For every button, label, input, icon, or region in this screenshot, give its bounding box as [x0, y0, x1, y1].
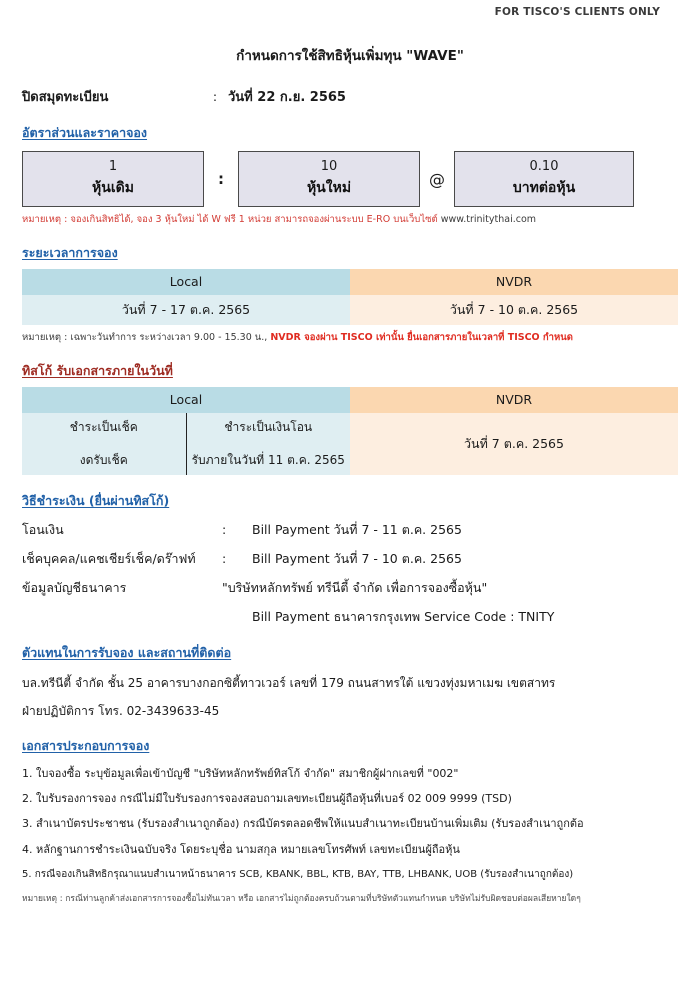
table-row	[22, 413, 678, 475]
close-book-label: ปิดสมุดทะเบียน	[22, 90, 109, 105]
document-title: กำหนดการใช้สิทธิหุ้นเพิ่มทุน "WAVE"	[236, 48, 464, 64]
local-deadline-cell	[22, 413, 350, 475]
subscription-heading-wrap	[22, 242, 678, 263]
document-deadline-table	[22, 387, 678, 475]
ratio-heading-wrap	[22, 122, 678, 143]
local-cheque-detail: งดรับเช็ค	[79, 452, 128, 467]
payment-transfer-value: Bill Payment วันที่ 7 - 11 ต.ค. 2565	[252, 521, 462, 537]
contact-department: ฝ่ายปฏิบัติการ โทร. 02-3439633-45	[22, 704, 220, 719]
trinity-website-url[interactable]: www.trinitythai.com	[440, 214, 537, 225]
payment-row-cheque	[22, 549, 678, 569]
local-transfer-group	[187, 413, 351, 475]
old-share-unit: หุ้นเดิม	[92, 180, 134, 196]
old-share-number: 1	[108, 159, 118, 174]
payment-cheque-colon: :	[222, 550, 227, 566]
required-documents-heading: เอกสารประกอบการจอง	[22, 737, 150, 753]
payment-transfer-colon: :	[222, 521, 227, 537]
local-period-value: วันที่ 7 - 17 ต.ค. 2565	[22, 295, 350, 325]
close-book-colon: :	[212, 89, 218, 104]
bill-payment-service-code: Bill Payment ธนาคารกรุงเทพ Service Code : TNITY	[252, 608, 555, 624]
price-box	[454, 151, 634, 207]
subscription-note	[22, 332, 678, 345]
new-share-box	[238, 151, 420, 207]
price-number: 0.10	[529, 159, 559, 174]
list-item: 5. กรณีจองเกินสิทธิกรุณาแนบสำเนาหน้าธนาคาร SCB, KBANK, BBL, KTB, BAY, TTB, LHBANK, UOB (รับรองสำเนาถูกต้อง)	[22, 869, 574, 880]
column-header-local: Local	[22, 387, 350, 413]
local-split-wrap	[22, 413, 350, 475]
clients-only-banner: FOR TISCO'S CLIENTS ONLY	[494, 6, 660, 18]
local-cheque-group	[22, 413, 187, 475]
list-item: 3. สำเนาบัตรประชาชน (รับรองสำเนาถูกต้อง) กรณีบัตรตลอดชีพให้แนบสำเนาทะเบียนบ้านเพิ่มเติม (รับรองสำเนาถูกต้อ	[22, 817, 584, 831]
old-share-box	[22, 151, 204, 207]
payment-cheque-value: Bill Payment วันที่ 7 - 10 ต.ค. 2565	[252, 550, 462, 566]
new-share-number: 10	[320, 159, 338, 174]
payment-heading-wrap	[22, 490, 678, 511]
ratio-heading: อัตราส่วนและราคาจอง	[22, 125, 148, 140]
payment-heading: วิธีชำระเงิน (ยื่นผ่านทิสโก้)	[22, 492, 170, 508]
close-book-row	[22, 86, 678, 107]
contact-heading-wrap	[22, 642, 678, 663]
payment-cheque-label: เช็คบุคคล/แคชเชียร์เช็ค/ดร๊าฟท์	[22, 550, 196, 566]
nvdr-deadline-value: วันที่ 7 ต.ค. 2565	[350, 413, 678, 475]
contact-address: บล.ทรีนีตี้ จำกัด ชั้น 25 อาคารบางกอกซิตี้ทาวเวอร์ เลขที่ 179 ถนนสาทรใต้ แขวงทุ่งมหาเมฆ เขตสาทร	[22, 675, 556, 690]
subscription-note-red: NVDR จองผ่าน TISCO เท่านั้น ยื่นเอกสารภายในเวลาที่ TISCO กำหนด	[270, 331, 573, 343]
table-header-row	[22, 269, 678, 295]
at-separator: @	[429, 169, 445, 189]
new-share-unit: หุ้นใหม่	[306, 180, 352, 196]
contact-heading: ตัวแทนในการรับจอง และสถานที่ติดต่อ	[22, 644, 232, 660]
column-header-nvdr: NVDR	[350, 269, 678, 295]
nvdr-period-value: วันที่ 7 - 10 ต.ค. 2565	[350, 295, 678, 325]
subscription-period-table	[22, 269, 678, 325]
ratio-note	[22, 214, 678, 227]
ratio-separator: :	[218, 170, 224, 188]
payment-row-transfer	[22, 520, 678, 540]
list-item: 1. ใบจองซื้อ ระบุข้อมูลเพื่อเข้าบัญชี "บริษัทหลักทรัพย์ทิสโก้ จำกัด" สมาชิกผู้ฝากเลขที่ "002"	[22, 766, 459, 780]
column-header-nvdr: NVDR	[350, 387, 678, 413]
column-header-local: Local	[22, 269, 350, 295]
local-cheque-title: ชำระเป็นเช็ค	[69, 419, 138, 434]
deadline-heading-wrap	[22, 360, 678, 381]
ratio-note-text: หมายเหตุ : จองเกินสิทธิได้, จอง 3 หุ้นใหม่ ได้ W ฟรี 1 หน่วย สามารถจองผ่านระบบ E-RO บนเว็บไซต์	[22, 214, 438, 225]
document-deadline-heading: ทิสโก้ รับเอกสารภายในวันที่	[22, 362, 173, 378]
bank-account-name: "บริษัทหลักทรัพย์ ทรีนีตี้ จำกัด เพื่อการจองซื้อหุ้น"	[222, 579, 488, 595]
payment-row-bank	[22, 578, 678, 598]
price-unit: บาทต่อหุ้น	[512, 180, 576, 196]
list-item: 4. หลักฐานการชำระเงินฉบับจริง โดยระบุชื่อ นามสกุล หมายเลขโทรศัพท์ เลขทะเบียนผู้ถือหุ้น	[22, 842, 460, 856]
ratio-boxes	[22, 151, 678, 207]
documents-footnote: หมายเหตุ : กรณีท่านลูกค้าส่งเอกสารการจองซื้อไม่ทันเวลา หรือ เอกสารไม่ถูกต้องครบถ้วนตามที่บริษัทตัวแทนกำหนด บริษัทไม่รับผิดชอบต่อผลเสียหายใดๆ	[22, 894, 581, 904]
table-row	[22, 295, 678, 325]
payment-transfer-label: โอนเงิน	[22, 521, 64, 537]
close-book-value: วันที่ 22 ก.ย. 2565	[228, 90, 346, 105]
list-item: 2. ใบรับรองการจอง กรณีไม่มีใบรับรองการจองสอบถามเลขทะเบียนผู้ถือหุ้นที่เบอร์ 02 009 9999 (TSD)	[22, 792, 512, 806]
local-transfer-title: ชำระเป็นเงินโอน	[224, 419, 313, 434]
documents-heading-wrap	[22, 735, 678, 756]
required-documents-list	[22, 767, 678, 881]
local-transfer-detail: รับภายในวันที่ 11 ต.ค. 2565	[191, 452, 345, 467]
table-header-row	[22, 387, 678, 413]
subscription-period-heading: ระยะเวลาการจอง	[22, 244, 118, 260]
bank-info-label: ข้อมูลบัญชีธนาคาร	[22, 579, 127, 595]
subscription-note-dark: หมายเหตุ : เฉพาะวันทำการ ระหว่างเวลา 9.00 - 15.30 น.,	[22, 331, 268, 343]
